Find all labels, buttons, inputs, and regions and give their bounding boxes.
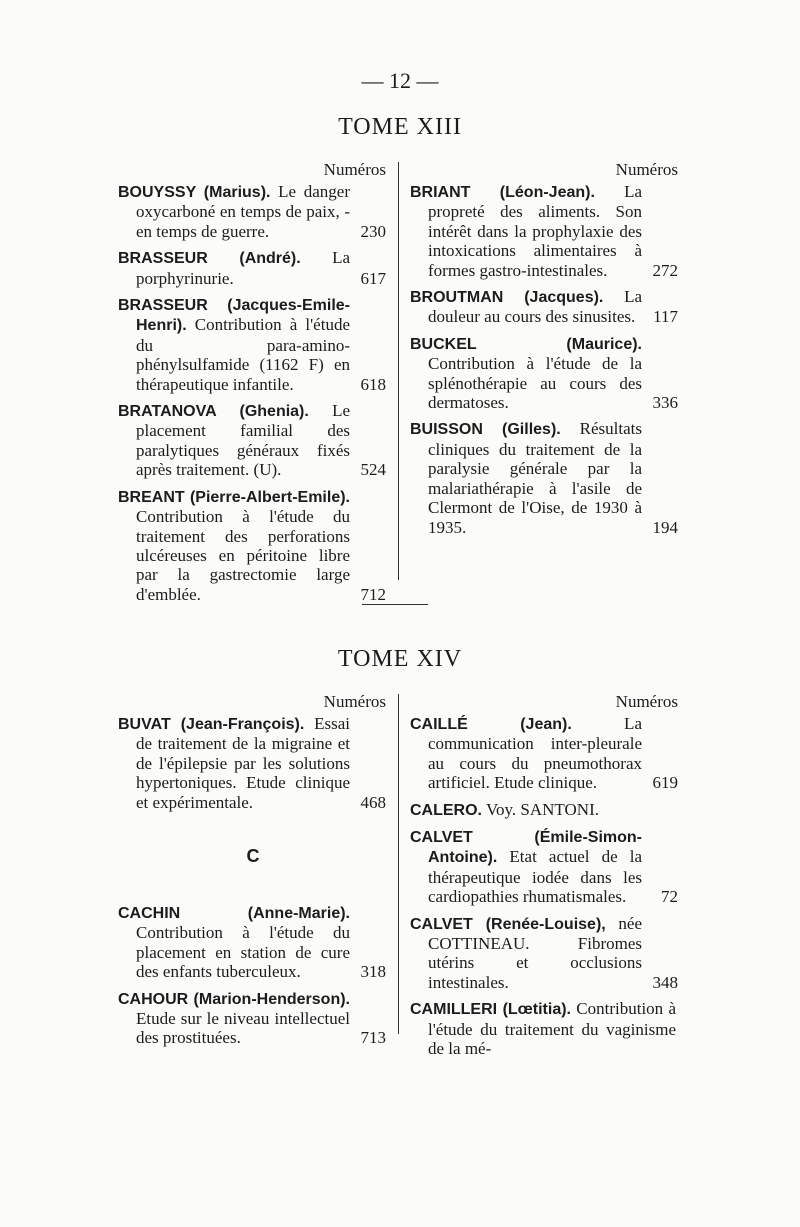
entry-text	[118, 487, 388, 604]
index-entry	[410, 914, 680, 993]
entry-text	[118, 248, 388, 288]
entry-number: 619	[652, 773, 678, 793]
left-column	[118, 160, 388, 611]
index-entry	[410, 714, 680, 793]
column-header: Numéros	[615, 160, 678, 179]
entry-text	[118, 989, 388, 1048]
index-entry	[118, 989, 388, 1048]
index-entry	[410, 419, 680, 536]
thesis-title: née COTTINEAU. Fibromes utérins et occlusions intestinales.	[428, 913, 642, 992]
entry-number: 318	[360, 962, 386, 982]
column-rule	[398, 694, 399, 1034]
thesis-title: La porphyrinurie.	[136, 248, 350, 288]
thesis-title: Le placement familial des paralytiques généraux fixés après traitement. (U).	[136, 401, 350, 480]
entry-number: 617	[360, 268, 386, 288]
column-rule	[398, 162, 399, 580]
index-entry	[118, 182, 388, 241]
entry-number: 713	[360, 1028, 386, 1048]
author-name: BUCKEL (Maurice).	[410, 335, 642, 353]
entry-text	[410, 999, 680, 1058]
column-header: Numéros	[323, 160, 386, 179]
index-entry	[410, 800, 680, 820]
index-entry	[118, 903, 388, 982]
author-name: CALERO.	[410, 801, 482, 819]
entry-text	[410, 827, 680, 907]
entry-number: 117	[653, 307, 678, 327]
entry-text	[410, 714, 680, 793]
author-name: CAILLÉ (Jean).	[410, 716, 572, 733]
entry-text	[410, 334, 680, 413]
index-entry	[118, 487, 388, 604]
index-entry	[410, 999, 680, 1058]
page-number: — 12 —	[361, 68, 439, 93]
tome-title: TOME XIV	[337, 646, 463, 672]
section-divider	[362, 604, 428, 605]
thesis-title: La propreté des aliments. Son intérêt dans la prophylaxie des intoxications alimentaires à formes gastro-intestinales.	[428, 182, 642, 280]
author-name: BROUTMAN (Jacques).	[410, 289, 604, 307]
index-entry	[410, 827, 680, 907]
entry-number: 524	[360, 460, 386, 480]
entry-number: 348	[652, 972, 678, 992]
entry-text	[410, 800, 680, 820]
author-name: BRASSEUR (Jacques-Emile-Henri).	[118, 297, 350, 335]
entry-number: 336	[652, 393, 678, 413]
column-header: Numéros	[615, 692, 678, 711]
entry-text	[410, 182, 680, 280]
author-name: BUISSON (Gilles).	[410, 421, 561, 439]
author-name: BRIANT (Léon-Jean).	[410, 184, 595, 201]
author-name: BRATANOVA (Ghenia).	[118, 403, 309, 421]
index-entry	[118, 248, 388, 288]
right-column	[410, 692, 680, 1066]
entry-number: 272	[652, 260, 678, 280]
entry-text	[118, 182, 388, 241]
thesis-title: Résultats cliniques du traitement de la paralysie générale par la malariathérapie à l'asile de Clermont de l'Oise, de 1930 à 1935.	[428, 419, 642, 537]
entry-number: 194	[652, 517, 678, 537]
entry-number: 230	[360, 221, 386, 241]
entry-text	[410, 914, 680, 993]
index-entry	[410, 182, 680, 280]
right-column	[410, 160, 680, 544]
author-name: BOUYSSY (Marius).	[118, 184, 271, 201]
entry-text	[118, 295, 388, 394]
entry-number: 712	[360, 584, 386, 604]
entry-number: 468	[360, 792, 386, 812]
entry-text	[118, 714, 388, 812]
thesis-title: Contribution à l'étude du para-amino-phénylsulfamide (1162 F) en thérapeutique infantile.	[136, 315, 350, 394]
thesis-title: Essai de traitement de la migraine et de l'épilepsie par les solutions hypertoniques. Etude clinique et expérimentale.	[136, 714, 350, 812]
entry-number: 618	[360, 374, 386, 394]
author-name: CACHIN (Anne-Marie).	[118, 905, 350, 923]
author-name: BREANT (Pierre-Albert-Emile).	[118, 488, 350, 506]
thesis-title: Contribution à l'étude du traitement des perforations ulcéreuses en péritoine libre par la gastrectomie large d'emblée.	[136, 507, 350, 604]
tome-title: TOME XIII	[338, 114, 462, 140]
author-name: CALVET (Émile-Simon-Antoine).	[410, 829, 642, 867]
entry-number: 72	[661, 887, 678, 907]
thesis-title: La douleur au cours des sinusites.	[428, 287, 642, 327]
index-entry	[410, 287, 680, 327]
thesis-title: Etude sur le niveau intellectuel des prostituées.	[136, 1009, 350, 1048]
thesis-title: Contribution à l'étude du traitement du vaginisme de la mé-	[428, 999, 676, 1059]
entry-text	[118, 903, 388, 982]
thesis-title: La communication inter-pleurale au cours du pneumothorax artificiel. Etude clinique.	[428, 714, 642, 793]
thesis-title: Contribution à l'étude de la splénothérapie au cours des dermatoses.	[428, 354, 642, 413]
thesis-title: Le danger oxycarboné en temps de paix, - en temps de guerre.	[136, 182, 350, 241]
entry-text	[410, 287, 680, 327]
index-entry	[118, 401, 388, 480]
index-entry	[118, 295, 388, 394]
column-header: Numéros	[323, 692, 386, 711]
left-column	[118, 692, 388, 1055]
index-entry	[410, 334, 680, 413]
letter-heading: C	[246, 846, 260, 867]
entry-text	[410, 419, 680, 536]
thesis-title: Etat actuel de la thérapeutique iodée dans les cardiopathies rhumatismales.	[428, 847, 642, 907]
thesis-title: Voy. SANTONI.	[482, 799, 599, 819]
thesis-title: Contribution à l'étude du placement en station de cure des enfants tuberculeux.	[136, 923, 350, 982]
entry-text	[118, 401, 388, 480]
index-entry	[118, 714, 388, 812]
author-name: CAHOUR (Marion-Henderson).	[118, 990, 350, 1008]
author-name: BRASSEUR (André).	[118, 250, 301, 268]
author-name: CAMILLERI (Lœtitia).	[410, 1001, 571, 1019]
author-name: BUVAT (Jean-François).	[118, 716, 305, 733]
author-name: CALVET (Renée-Louise),	[410, 915, 606, 933]
